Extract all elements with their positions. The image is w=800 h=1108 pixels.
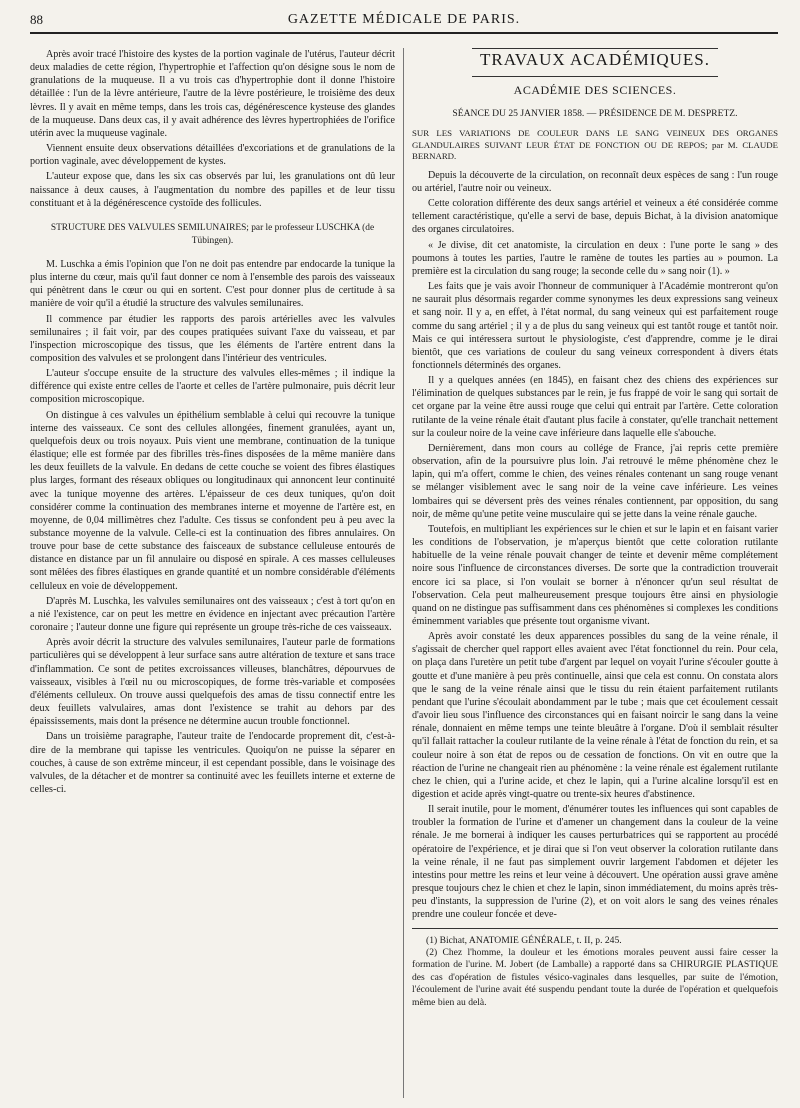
session-line: SÉANCE DU 25 JANVIER 1858. — PRÉSIDENCE DE M. DESPRETZ.	[452, 108, 738, 120]
paragraph: L'auteur expose que, dans les six cas observés par lui, les granulations ont dû leur naissance à deux causes, à l'augmentation du nombre des papilles et de leur tissu constituant et à la dégénérescence cystoïde des follicules.	[30, 171, 395, 209]
paragraph: On distingue à ces valvules un épithélium semblable à celui qui recouvre la tunique interne des vaisseaux. Ce sont des cellules allongées, finement granulées, ayant un, quelquefois deux ou trois noyaux. Puis vient une membrane, continuation de la tunique élastique; elle est formée par des fibrilles très-fines disposées de la même manière dans les deux feuillets de la valvule. En dedans de cette couche se voient des fibres élastiques plus larges, formant des réseaux obliques ou longitudinaux qui annoncent leur continuité avec la tunique moyenne des artères. L'épaisseur de ces deux tuniques, qu'on doit considérer comme la continuation des membranes interne et moyenne de l'artère est, en moyenne, de 0,04 millimètres chez l'adulte. Ces tissus se confondent peu à peu avec la substance moyenne de la valvule. Celle-ci est la continuation des fibres annulaires. On trouve pour base de cette substance des faisceaux de substance celluleuse entourés de distance en distance par un fil annulaire ou disposé en spirale. A ces masses celluleuses sont mêlées des fibres élastiques en grande quantité et un nombre considérable d'éléments celluleux en voie de développement.	[30, 409, 395, 592]
paragraph: Cette coloration différente des deux sangs artériel et veineux a été considérée comme tellement caractéristique, qu'elle a servi de base, depuis Bichat, à la division anatomique des organes circulatoires.	[412, 198, 778, 236]
footnote: (2) Chez l'homme, la douleur et les émotions morales peuvent aussi faire cesser la formation de l'urine. M. Jobert (de Lamballe) a rapporté dans sa CHIRURGIE PLASTIQUE des cas d'opération de fistules vésico-vaginales dans lesquelles, par suite de l'émotion, l'écoulement de l'urine avait été suspendu pendant toute la durée de l'opération et quelquefois même bien au delà.	[412, 946, 778, 1008]
columns	[30, 48, 778, 1108]
footnote-rule	[412, 928, 778, 929]
paragraph: L'auteur s'occupe ensuite de la structure des valvules elles-mêmes ; il indique la différence qui existe entre celles de l'aorte et celles de l'artère pulmonaire, puis décrit leur composition microscopique.	[30, 368, 395, 406]
page-number: 88	[30, 12, 43, 27]
column-divider	[403, 48, 404, 1098]
section-subheading: ACADÉMIE DES SCIENCES.	[513, 83, 677, 97]
heading-rule	[472, 48, 718, 49]
paragraph: D'après M. Luschka, les valvules semilunaires ont des vaisseaux ; c'est à tort qu'on en a nié l'existence, car on peut les mettre en évidence en injectant avec précaution l'artère coronaire ; l'auteur donne une figure qui représente un groupe très-riche de ces vaisseaux.	[30, 595, 395, 634]
footnote: (1) Bichat, ANATOMIE GÉNÉRALE, t. II, p. 245.	[426, 934, 622, 946]
section-heading: TRAVAUX ACADÉMIQUES.	[479, 50, 710, 69]
paragraph: Il serait inutile, pour le moment, d'énumérer toutes les influences qui sont capables de troubler la formation de l'urine et d'amener un changement dans la couleur de la veine rénale. Je me bornerai à indiquer les causes perturbatrices qui se rapportent au procédé opératoire de l'expérience, et je dirai que si l'on veut observer la coloration rutilante dans la veine rénale, il ne faut pas simplement ouvrir largement l'abdomen et déjeter les intestins pour mettre les reins et leur veine à découvert. Une opération aussi grave amène presque toujours chez le chien et chez le lapin, sinon immédiatement, du moins après très-peu d'instants, la suppression de l'urine (2), et on voit alors le sang des veines rénales prendre une couleur foncée et deve-	[412, 804, 778, 921]
article-title: STRUCTURE DES VALVULES SEMILUNAIRES; par le professeur LUSCHKA (de Tübingen).	[50, 222, 375, 246]
paragraph: Il y a quelques années (en 1845), en faisant chez des chiens des expériences sur l'élimination de quelques substances par le rein, je fus frappé de voir le sang qui sortait de cet organe par la veine être aussi rouge que celui qui entrait par l'artère. Cette coloration rutilante de la veine rénale était d'autant plus facile à constater, qu'elle tranchait nettement sur la couleur noire de la veine cave inférieure dans laquelle elle s'abouche.	[412, 375, 778, 439]
paragraph: M. Luschka a émis l'opinion que l'on ne doit pas entendre par endocarde la tunique la plus interne du cœur, mais qu'il faut donner ce nom à l'ensemble des parois des vaisseaux qui pénètrent dans le cœur ou qui en sortent. C'est pour donner plus de certitude à sa manière de voir qu'il a étudié la structure des valvules semilunaires.	[30, 258, 395, 310]
heading-rule	[472, 76, 718, 77]
paragraph: Après avoir tracé l'histoire des kystes de la portion vaginale de l'utérus, l'auteur décrit deux maladies de cette région, l'hypertrophie et l'affection qu'on désigne sous le nom de granulations de la muqueuse. Il a vu trois cas d'hypertrophie dont il donne l'histoire détaillée : l'un de la lèvre antérieure, l'autre de la lèvre postérieure, le troisième des deux lèvres. Il y avait en même temps, dans les trois cas, dégénérescence kysteuse des glandes de la muqueuse. Dans deux cas, il y avait adhérence des lèvres hypertrophiées de l'orifice utérin avec la muqueuse vaginale.	[30, 49, 395, 139]
right-column	[412, 48, 778, 1103]
paragraph: Il commence par étudier les rapports des parois artérielles avec les valvules semilunaires ; il fait voir, par des coupes pratiquées suivant l'axe du vaisseau, et par l'inspection microscopique des tissus, que les éléments de l'artère entrent dans la composition des valvules et se prolongent dans l'intérieur des ventricules.	[30, 313, 395, 364]
paragraph: « Je divise, dit cet anatomiste, la circulation en deux : l'une porte le sang » des poumons à toutes les parties, l'autre le ramène de toutes les parties au » poumon. La première est la circulation du sang rouge; la seconde celle du » sang noir (1). »	[412, 239, 778, 277]
paragraph: Après avoir constaté les deux apparences possibles du sang de la veine rénale, il s'agissait de chercher quel rapport elles avaient avec l'état fonctionnel du rein. Pour cela, on plaça dans l'uretère un petit tube d'argent par lequel on voyait l'urine s'écouler goutte à goutte et d'une manière à peu près continuelle, ainsi que cela est connu. On constata alors que le sang de la veine rénale ainsi que le tissu du rein étaient parfaitement rutilants pendant que l'urine s'écoulait abondamment par le tube ; mais que cet écoulement cessait d'avoir lieu sous l'influence des circonstances qui en faisant noircir le sang dans la veine rénale, donnaient en même temps une teinte bleuâtre à l'organe. D'où il semblait résulter qu'il fallait rattacher la couleur rutilante de la veine rénale à l'état de fonction du rein, et sa couleur noire à son état de repos ou de cessation de fonctions. On vit en outre que la réaction de l'urine ne changeait rien au phénomène : la veine rénale est également rutilante chez le chien, qui a l'urine acide, et chez le lapin, qui a l'urine alcaline lorsqu'il est en digestion et acide après vingt-quatre ou trente-six heures d'abstinence.	[412, 631, 778, 800]
article-title: SUR LES VARIATIONS DE COULEUR DANS LE SANG VEINEUX DES ORGANES GLANDULAIRES SUIVANT LEUR ÉTAT DE FONCTION OU DE REPOS; par M. CLAUDE BERNARD.	[412, 128, 778, 162]
paragraph: Toutefois, en multipliant les expériences sur le chien et sur le lapin et en faisant varier les conditions de l'observation, je m'aperçus bientôt que cette coloration rutilante habituelle de la veine rénale pouvait changer de teinte et devenir même complétement noire sous l'influence de circonstances diverses. De sorte que la contradiction trouverait encore ici sa place, si l'on voulait se borner à n'énoncer qu'un seul résultat de l'observation. Cela peut malheureusement presque toujours être ainsi en physiologie quand on ne distingue pas suffisamment dans ces phénomènes si complexes les conditions éminemment variables que présente tout organisme vivant.	[412, 523, 778, 627]
journal-title: GAZETTE MÉDICALE DE PARIS.	[287, 12, 521, 27]
paragraph: Les faits que je vais avoir l'honneur de communiquer à l'Académie montreront qu'on ne saurait plus désormais regarder comme synonymes les deux expressions sang veineux et sang noir. Il y a, en effet, à l'état normal, du sang veineux qui est parfaitement rouge comme du sang artériel ; il y a de plus du sang veineux qui est tantôt rouge et tantôt noir. Mais ce qui intéressera surtout le physiologiste, c'est d'apprendre, comme je le dirai bientôt, que ces variations de couleur du sang veineux correspondent à divers états fonctionnels déterminés des organes.	[412, 281, 778, 371]
left-column	[30, 48, 395, 1103]
page-header	[30, 8, 778, 34]
paragraph: Viennent ensuite deux observations détaillées d'excoriations et de granulations de la portion vaginale, avec développement de kystes.	[30, 143, 395, 168]
paragraph: Après avoir décrit la structure des valvules semilunaires, l'auteur parle de formations particulières qui se développent à leur surface sans autre altération de texture et sans trace d'inflammation. Ce sont de petites excroissances villeuses, blanchâtres, dépourvues de vaisseaux, visibles à l'œil nu ou microscopiques, de forme très-variable et composées d'éléments celluleux. On trouve aussi quelquefois des amas de tissu connectif entre les deux feuillets valvulaires, amas dont l'existence se trahit au dehors par des épaississements, mais dont la présence ne détermine aucun trouble fonctionnel.	[30, 637, 395, 728]
paragraph: Dans un troisième paragraphe, l'auteur traite de l'endocarde proprement dit, c'est-à-dire de la membrane qui tapisse les ventricules. Quoiqu'on ne puisse la séparer en couches, à cause de son extrême minceur, il est cependant possible, dans le voisinage des valvules, de la détacher et de montrer sa continuité avec les feuillets interne et externe de celles-ci.	[30, 731, 395, 795]
paragraph: Depuis la découverte de la circulation, on reconnaît deux espèces de sang : l'un rouge ou artériel, l'autre noir ou veineux.	[412, 169, 778, 194]
paragraph: Dernièrement, dans mon cours au collége de France, j'ai repris cette première observation, afin de la poursuivre plus loin. J'ai retrouvé le même phénomène chez le lapin, qui m'a offert, comme le chien, des veines rénales contenant un sang rouge venant se mélanger visiblement avec le sang noir de la veine cave inférieure. Les veines lombaires qui se déversent près des veines rénales contiennent, par opposition, du sang noir, de même qu'une petite veine musculaire qui se jette dans la veine rénale gauche.	[412, 442, 778, 520]
